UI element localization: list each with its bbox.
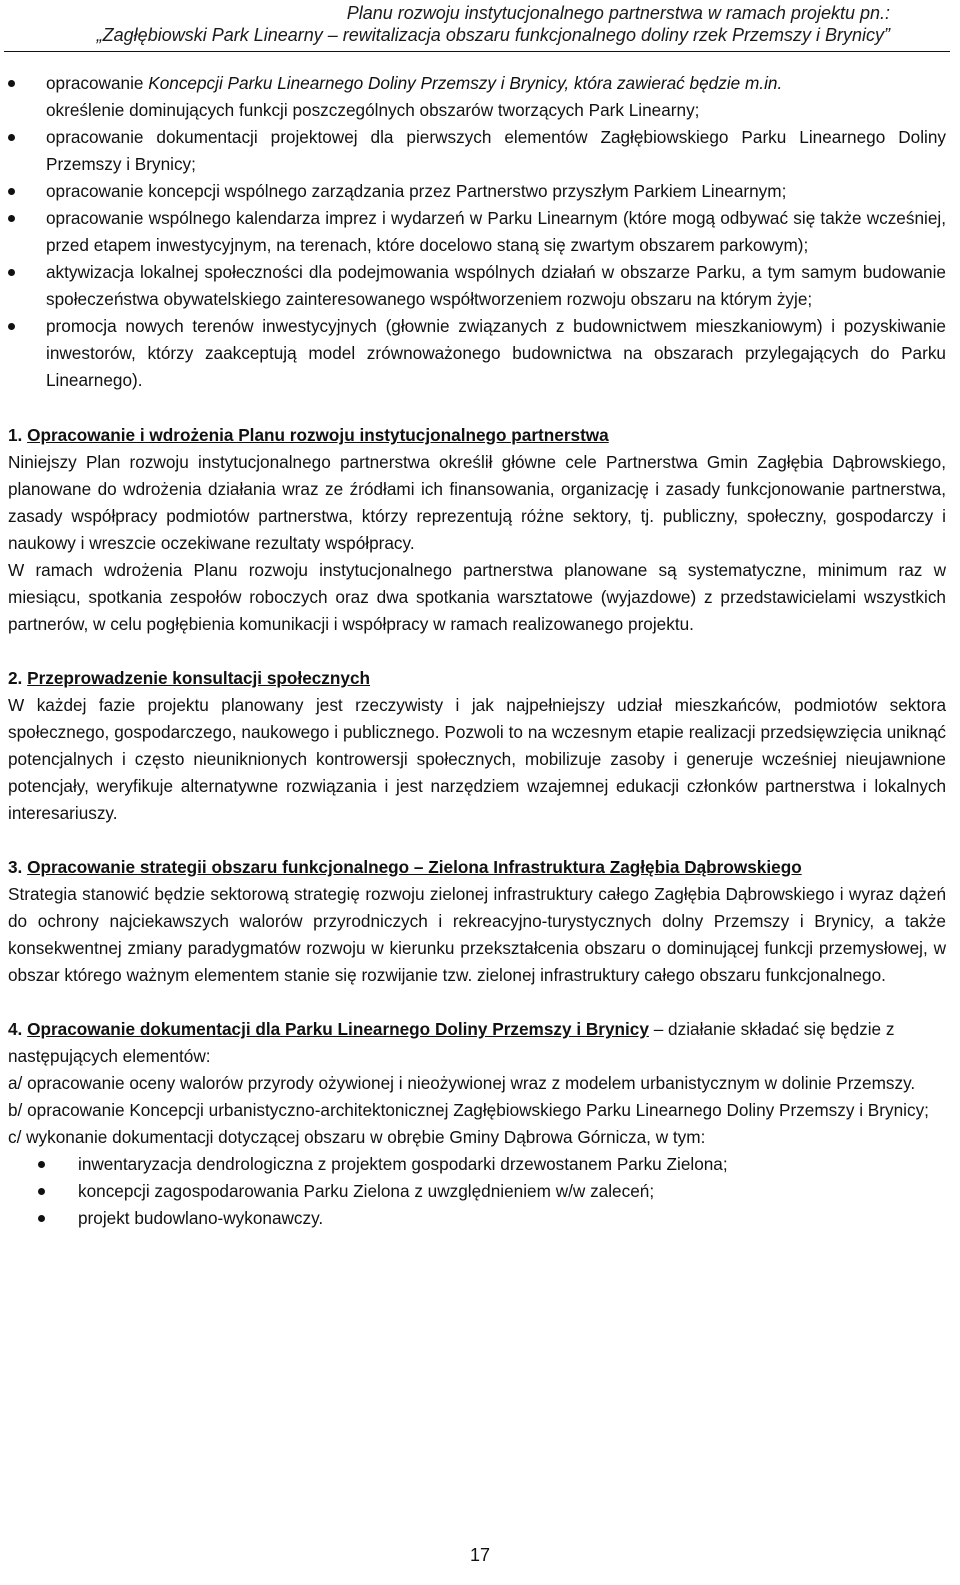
section-title: Przeprowadzenie konsultacji społecznych	[27, 668, 371, 688]
intro-first-item: opracowanie Koncepcji Parku Linearnego Doliny Przemszy i Brynicy, która zawierać będzie m.in.	[46, 73, 783, 93]
section-2-paragraph-1: W każdej fazie projektu planowany jest rzeczywisty i jak najpełniejszy udział mieszkańców, podmiotów sektora społecznego, gospodarczego, naukowego i publicznego. Pozwoli to na wczesnym etapie realizacji przedsięwzięcia uniknąć potencjalnych i często nieuniknionych kontrowersji społecznych, mobilizuje zasoby i generuje wcześniej nieujawnione potencjały, weryfikuje alternatywne rozwiązania i jest narzędziem wzajemnej edukacji członków partnerstwa i lokalnych interesariuszy.	[8, 695, 946, 823]
section-title-tail: – działanie składać się będzie z następujących elementów:	[8, 1019, 895, 1066]
page-header	[0, 2, 890, 46]
section-4-item-a: a/ opracowanie oceny walorów przyrody ożywionej i nieożywionej wraz z modelem urbanistycznym w dolinie Przemszy.	[8, 1073, 916, 1093]
page-number: 17	[469, 1545, 491, 1565]
section-number: 1.	[8, 425, 23, 445]
header-line-1: Planu rozwoju instytucjonalnego partnerstwa w ramach projektu pn.:	[346, 3, 890, 23]
document-body	[8, 70, 946, 1232]
intro-first-item-cont: określenie dominujących funkcji poszczególnych obszarów tworzących Park Linearny;	[46, 100, 700, 120]
section-number: 4.	[8, 1019, 23, 1039]
section-heading-4	[8, 1016, 946, 1070]
section-heading-2	[8, 665, 946, 692]
list-item: aktywizacja lokalnej społeczności dla podejmowania wspólnych działań w obszarze Parku, a tym samym budowanie społeczeństwa obywatelskiego zainteresowanego współtworzeniem rozwoju obszaru na którym żyje;	[8, 259, 946, 313]
section-number: 2.	[8, 668, 23, 688]
section-1-paragraph-1: Niniejszy Plan rozwoju instytucjonalnego partnerstwa określił główne cele Partnerstwa Gmin Zagłębia Dąbrowskiego, planowane do wdrożenia działania wraz ze źródłami ich finansowania, organizację i zasady funkcjonowanie partnerstwa, zasady współpracy podmiotów partnerstwa, którzy reprezentują różne sektory, tj. publiczny, społeczny, gospodarczy i naukowy i wreszcie oczekiwane rezultaty współpracy.	[8, 452, 946, 553]
section-number: 3.	[8, 857, 23, 877]
section-title: Opracowanie strategii obszaru funkcjonalnego – Zielona Infrastruktura Zagłębia Dąbrowskiego	[27, 857, 802, 877]
section-3-paragraph-1: Strategia stanowić będzie sektorową strategię rozwoju zielonej infrastruktury całego Zagłębia Dąbrowskiego i wyraz dążeń do ochrony najciekawszych walorów przyrodniczych i rekreacyjno-turystycznych dolny Przemszy i Brynicy, a także konsekwentnej zmiany paradygmatów rozwoju w kierunku przekształcenia obszaru o dominującej funkcji przemysłowej, w obszar którego ważnym elementem stanie się rozwijanie tzw. zielonej infrastruktury całego obszaru funkcjonalnego.	[8, 884, 946, 985]
section-1-paragraph-2: W ramach wdrożenia Planu rozwoju instytucjonalnego partnerstwa planowane są systematyczne, minimum raz w miesiącu, spotkania zespołów roboczych oraz dwa spotkania warsztatowe (wyjazdowe) z przedstawicielami wszystkich partnerów, w celu pogłębienia komunikacji i współpracy w ramach realizowanego projektu.	[8, 560, 946, 634]
header-divider	[4, 51, 950, 52]
section-4-item-b: b/ opracowanie Koncepcji urbanistyczno-architektonicznej Zagłębiowskiego Parku Linearnego Doliny Przemszy i Brynicy;	[8, 1100, 929, 1120]
section-heading-3	[8, 854, 946, 881]
header-line-2: „Zagłębiowski Park Linearny – rewitalizacja obszaru funkcjonalnego doliny rzek Przemszy i Brynicy”	[96, 25, 890, 45]
list-item: promocja nowych terenów inwestycyjnych (głownie związanych z budownictwem mieszkaniowym) i pozyskiwanie inwestorów, którzy zaakceptują model zrównoważonego budownictwa na obszarach przylegających do Parku Linearnego).	[8, 313, 946, 394]
intro-list	[8, 70, 946, 394]
section-4-sub-list	[8, 1151, 946, 1232]
list-item: opracowanie wspólnego kalendarza imprez i wydarzeń w Parku Linearnym (które mogą odbywać się także wcześniej, przed etapem inwestycyjnym, na terenach, które docelowo staną się zwartym obszarem parkowym);	[8, 205, 946, 259]
list-item: opracowanie koncepcji wspólnego zarządzania przez Partnerstwo przyszłym Parkiem Linearnym;	[8, 178, 946, 205]
section-title: Opracowanie dokumentacji dla Parku Linearnego Doliny Przemszy i Brynicy	[27, 1019, 649, 1039]
section-heading-1	[8, 422, 946, 449]
section-title: Opracowanie i wdrożenia Planu rozwoju instytucjonalnego partnerstwa	[27, 425, 609, 445]
list-item: inwentaryzacja dendrologiczna z projektem gospodarki drzewostanem Parku Zielona;	[8, 1151, 946, 1178]
list-item	[8, 70, 946, 124]
list-item: opracowanie dokumentacji projektowej dla pierwszych elementów Zagłębiowskiego Parku Linearnego Doliny Przemszy i Brynicy;	[8, 124, 946, 178]
list-item: projekt budowlano-wykonawczy.	[8, 1205, 946, 1232]
section-4-item-c: c/ wykonanie dokumentacji dotyczącej obszaru w obrębie Gminy Dąbrowa Górnicza, w tym:	[8, 1127, 706, 1147]
list-item: koncepcji zagospodarowania Parku Zielona z uwzględnieniem w/w zaleceń;	[8, 1178, 946, 1205]
